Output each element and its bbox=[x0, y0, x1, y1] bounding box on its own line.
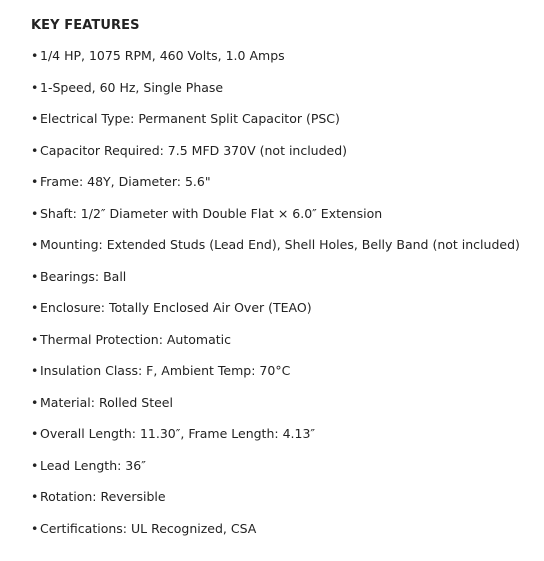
feature-item bbox=[31, 269, 544, 301]
feature-text: Rotation: Reversible bbox=[40, 489, 166, 504]
feature-text: Mounting: Extended Studs (Lead End), Shell Holes, Belly Band (not included) bbox=[40, 237, 520, 252]
feature-item bbox=[31, 206, 544, 238]
bullet-icon: • bbox=[31, 300, 39, 315]
feature-text: 1/4 HP, 1075 RPM, 460 Volts, 1.0 Amps bbox=[40, 48, 285, 63]
feature-text: Certifications: UL Recognized, CSA bbox=[40, 520, 257, 536]
feature-item bbox=[31, 80, 544, 112]
feature-text: Enclosure: Totally Enclosed Air Over (TEAO) bbox=[40, 300, 312, 315]
bullet-icon: • bbox=[31, 331, 39, 347]
feature-text: Thermal Protection: Automatic bbox=[40, 331, 231, 347]
feature-text: Overall Length: 11.30″, Frame Length: 4.13″ bbox=[40, 426, 316, 441]
bullet-icon: • bbox=[31, 394, 39, 410]
feature-item bbox=[31, 489, 544, 521]
bullet-icon: • bbox=[31, 426, 39, 441]
bullet-icon: • bbox=[31, 268, 39, 284]
feature-item bbox=[31, 458, 544, 490]
feature-text: Capacitor Required: 7.5 MFD 370V (not included) bbox=[40, 142, 348, 158]
feature-item bbox=[31, 143, 544, 175]
bullet-icon: • bbox=[31, 79, 39, 95]
feature-text: Material: Rolled Steel bbox=[40, 394, 173, 410]
feature-item bbox=[31, 395, 544, 427]
feature-item bbox=[31, 332, 544, 364]
feature-text: Shaft: 1/2″ Diameter with Double Flat × 6.0″ Extension bbox=[40, 205, 383, 221]
feature-item bbox=[31, 111, 544, 143]
bullet-icon: • bbox=[31, 174, 39, 189]
feature-text: Lead Length: 36″ bbox=[40, 457, 146, 473]
section-heading: KEY FEATURES bbox=[31, 18, 140, 33]
bullet-icon: • bbox=[31, 457, 39, 473]
feature-item bbox=[31, 237, 544, 269]
feature-item bbox=[31, 363, 544, 395]
feature-text: Bearings: Ball bbox=[40, 268, 127, 284]
bullet-icon: • bbox=[31, 111, 39, 126]
feature-item bbox=[31, 426, 544, 458]
bullet-icon: • bbox=[31, 237, 39, 252]
feature-text: Insulation Class: F, Ambient Temp: 70°C bbox=[40, 363, 291, 378]
bullet-icon: • bbox=[31, 363, 39, 378]
bullet-icon: • bbox=[31, 142, 39, 158]
bullet-icon: • bbox=[31, 48, 39, 63]
feature-item bbox=[31, 48, 544, 80]
bullet-icon: • bbox=[31, 205, 39, 221]
feature-list bbox=[31, 48, 544, 552]
feature-item bbox=[31, 300, 544, 332]
feature-item bbox=[31, 521, 544, 553]
bullet-icon: • bbox=[31, 489, 39, 504]
feature-item bbox=[31, 174, 544, 206]
feature-text: Frame: 48Y, Diameter: 5.6" bbox=[40, 174, 211, 189]
bullet-icon: • bbox=[31, 520, 39, 536]
feature-text: Electrical Type: Permanent Split Capacitor (PSC) bbox=[40, 111, 340, 126]
feature-text: 1-Speed, 60 Hz, Single Phase bbox=[40, 79, 224, 95]
